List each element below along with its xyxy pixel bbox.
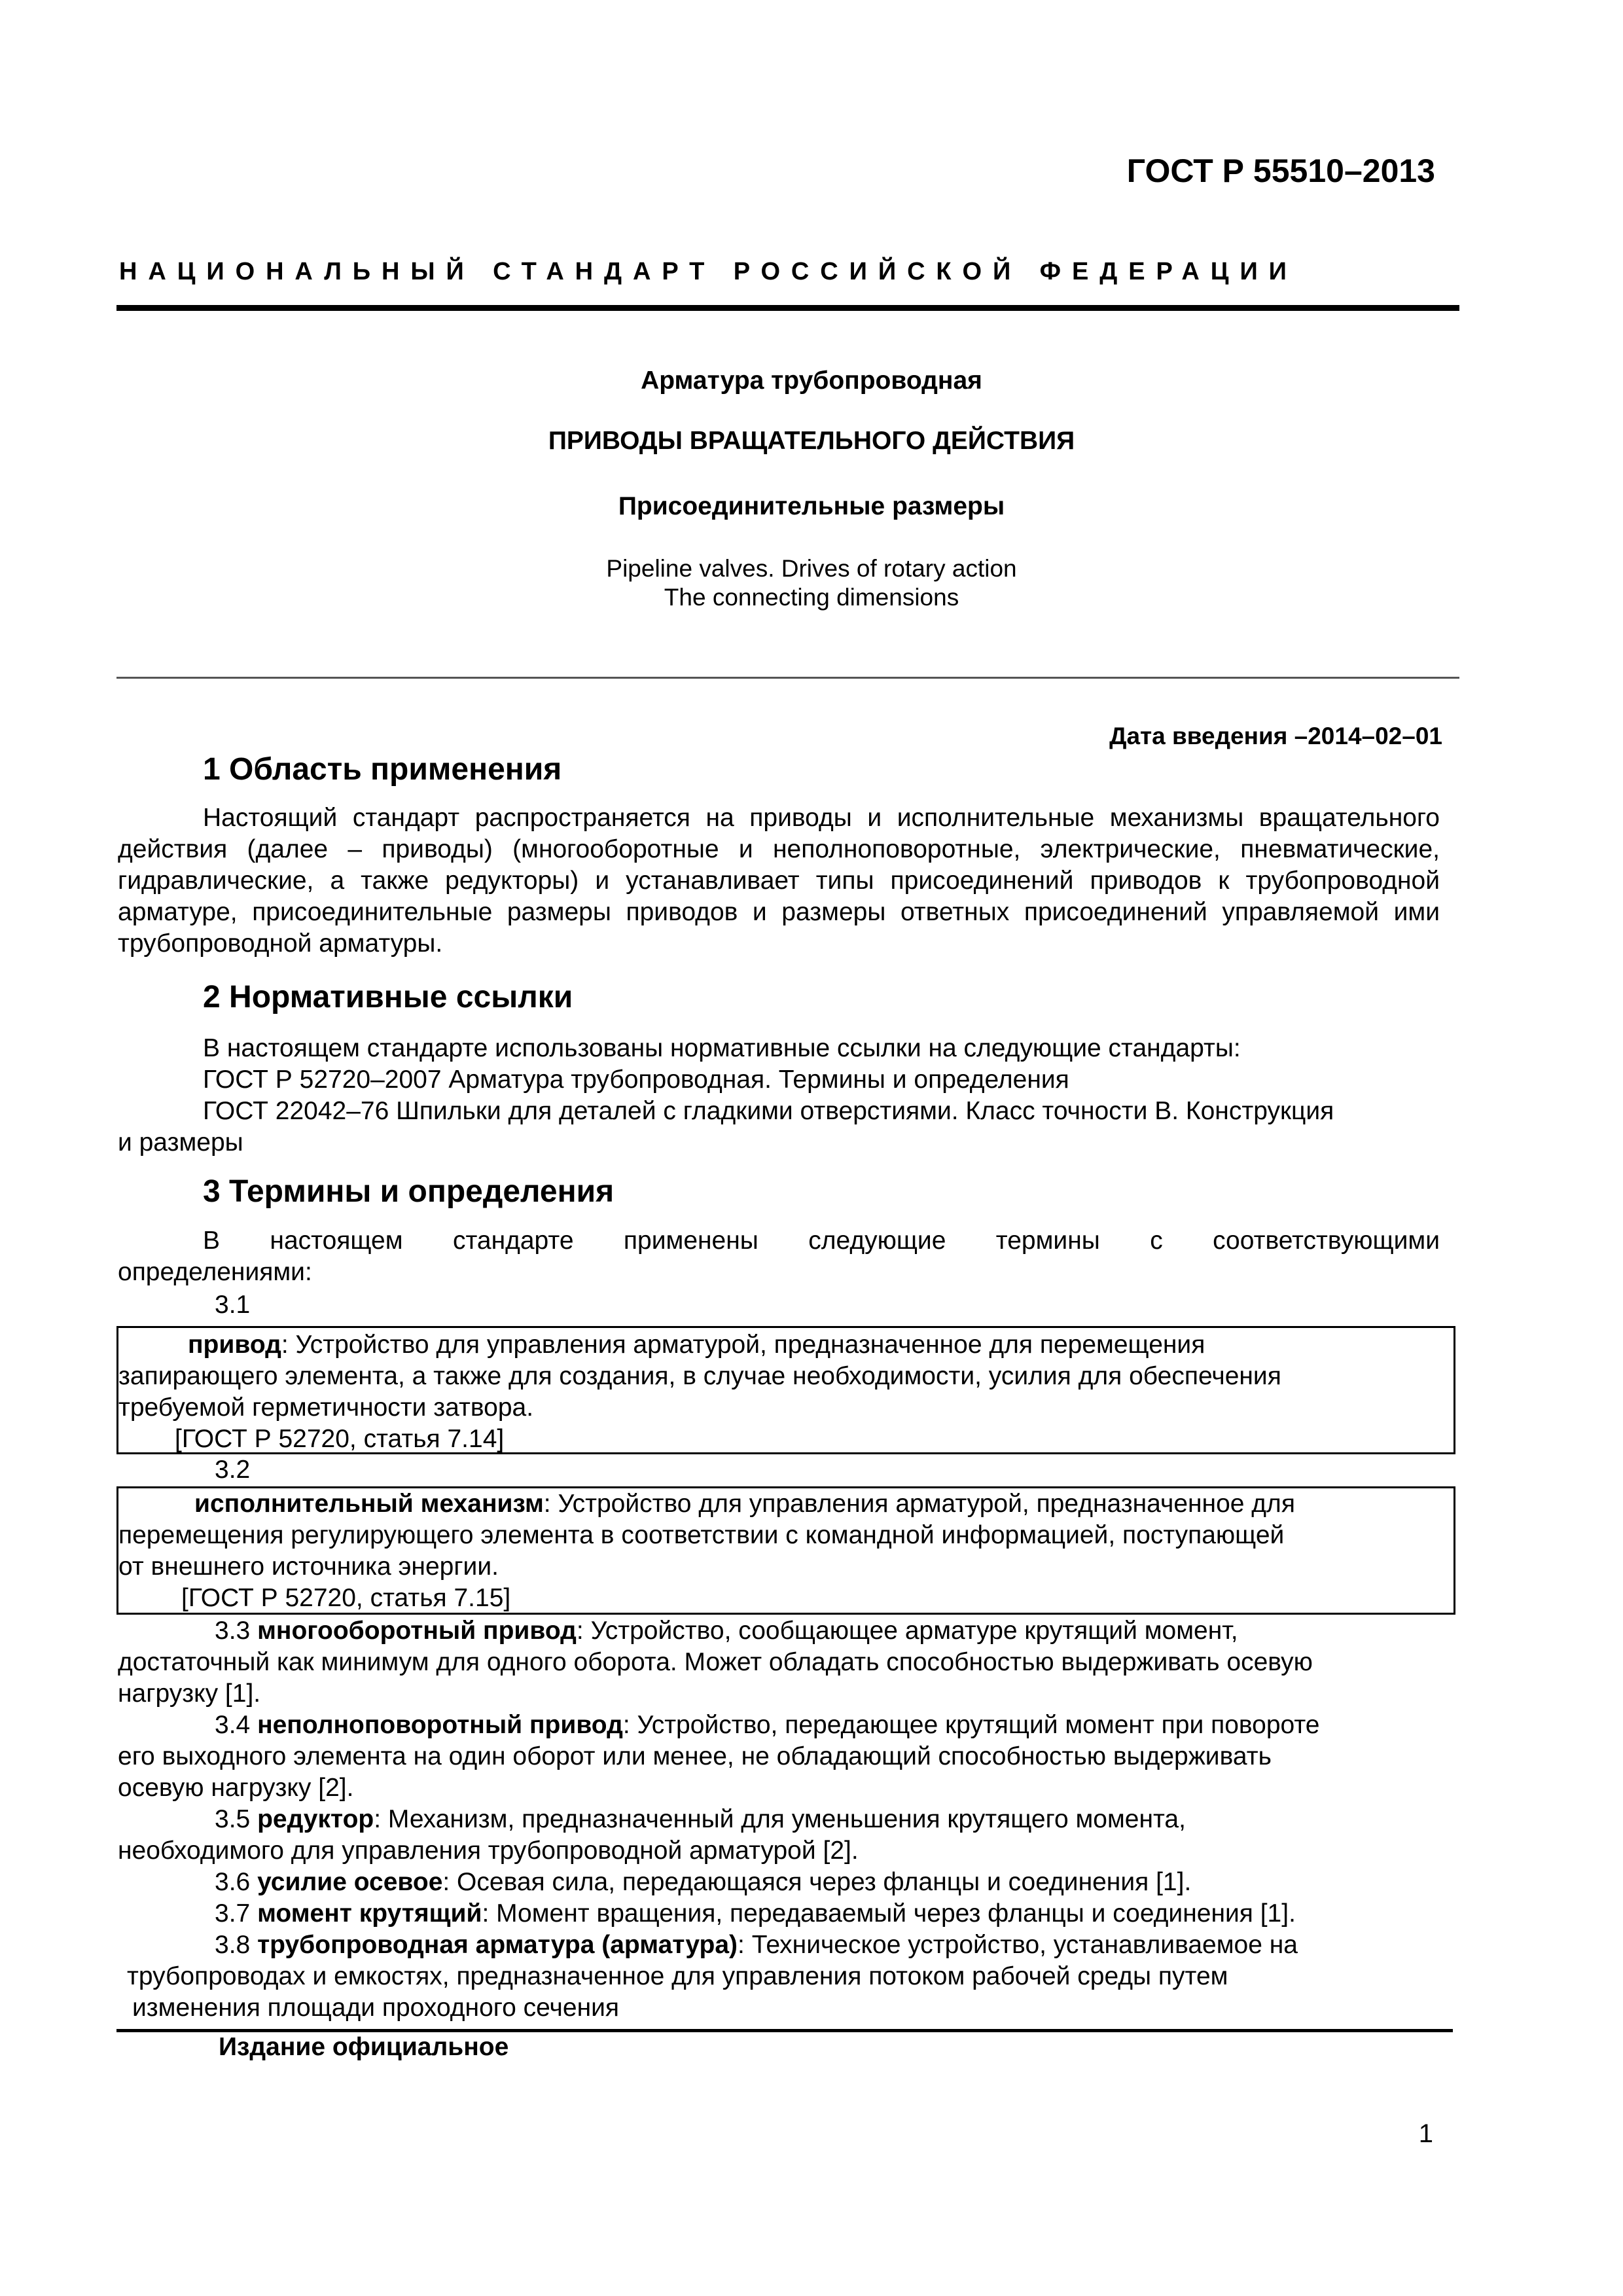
term-3-8-line-3: изменения площади проходного сечения: [132, 1994, 620, 2022]
term-3-5-line-2: необходимого для управления трубопроводной арматурой [2].: [118, 1837, 859, 1865]
title-line-2: ПРИВОДЫ ВРАЩАТЕЛЬНОГО ДЕЙСТВИЯ: [548, 427, 1075, 455]
term-3-6-number: 3.6: [215, 1868, 251, 1896]
term-3-8-term: трубопроводная арматура (арматура): [257, 1931, 738, 1959]
term-3-1-line-1: [118, 1329, 1440, 1361]
page-number: 1: [1418, 2119, 1433, 2148]
title-line-1: Арматура трубопроводная: [641, 367, 982, 395]
reference-1: ГОСТ Р 52720–2007 Арматура трубопроводная. Термины и определения: [203, 1066, 1069, 1094]
term-3-6-def-1: : Осевая сила, передающаяся через фланцы и соединения [1].: [442, 1868, 1192, 1896]
term-3-7-term: момент крутящий: [257, 1899, 482, 1928]
edition-note: Издание официальное: [219, 2033, 509, 2061]
english-title-1: Pipeline valves. Drives of rotary action: [606, 555, 1017, 582]
header-divider: [116, 305, 1459, 311]
term-3-7-def-1: : Момент вращения, передаваемый через фланцы и соединения [1].: [482, 1899, 1296, 1928]
term-3-2-line-3: от внешнего источника энергии.: [118, 1552, 499, 1581]
section-1-heading: 1 Область применения: [203, 752, 562, 787]
national-standard-banner: НАЦИОНАЛЬНЫЙ СТАНДАРТ РОССИЙСКОЙ ФЕДЕРАЦИИ: [119, 258, 1298, 285]
term-3-1-source: [ГОСТ Р 52720, статья 7.14]: [175, 1425, 505, 1453]
section-3-intro: В настоящем стандарте применены следующие термины с соответствующими: [203, 1227, 1440, 1255]
term-3-1-def-1: : Устройство для управления арматурой, предназначенное для перемещения: [281, 1331, 1205, 1359]
term-3-8-number: 3.8: [215, 1931, 251, 1959]
term-3-1-term: привод: [188, 1331, 281, 1359]
term-3-5-term: редуктор: [257, 1805, 374, 1833]
term-3-2-def-1: : Устройство для управления арматурой, предназначенное для: [543, 1490, 1295, 1518]
term-3-2-line-1: [118, 1488, 1516, 1520]
section-3-intro-continued: определениями:: [118, 1258, 312, 1286]
section-2-intro: В настоящем стандарте использованы нормативные ссылки на следующие стандарты:: [203, 1034, 1241, 1062]
term-3-3-line-2: достаточный как минимум для одного оборота. Может обладать способностью выдерживать осевую: [118, 1648, 1313, 1676]
footer-divider: [116, 2029, 1453, 2032]
term-3-4-number: 3.4: [215, 1711, 251, 1739]
term-3-5-def-1: : Механизм, предназначенный для уменьшения крутящего момента,: [374, 1805, 1186, 1833]
term-3-2-term: исполнительный механизм: [194, 1490, 544, 1518]
title-line-3: Присоединительные размеры: [618, 492, 1005, 520]
term-3-4-line-2: его выходного элемента на один оборот или менее, не обладающий способностью выдерживать: [118, 1742, 1272, 1770]
title-divider: [116, 677, 1459, 679]
term-3-3-term: многооборотный привод: [257, 1617, 577, 1645]
term-3-2-number: 3.2: [215, 1456, 251, 1484]
term-3-4-def-1: : Устройство, передающее крутящий момент при повороте: [622, 1711, 1320, 1739]
term-3-7-number: 3.7: [215, 1899, 251, 1928]
introduction-date: Дата введения –2014–02–01: [1109, 723, 1442, 749]
term-3-5-number: 3.5: [215, 1805, 251, 1833]
term-3-1-box: [116, 1326, 1455, 1454]
term-3-5-line-1: [118, 1804, 1537, 1835]
term-3-1-number: 3.1: [215, 1291, 251, 1319]
english-title-2: The connecting dimensions: [664, 584, 959, 611]
term-3-7-line-1: [118, 1898, 1537, 1929]
term-3-6-line-1: [118, 1867, 1537, 1898]
term-3-4-line-3: осевую нагрузку [2].: [118, 1774, 354, 1802]
term-3-3-def-1: : Устройство, сообщающее арматуре крутящий момент,: [576, 1617, 1238, 1645]
term-3-8-line-2: трубопроводах и емкостях, предназначенное для управления потоком рабочей среды путем: [127, 1962, 1228, 1990]
term-3-4-term: неполноповоротный привод: [257, 1711, 623, 1739]
term-3-3-number: 3.3: [215, 1617, 251, 1645]
term-3-3-line-3: нагрузку [1].: [118, 1679, 261, 1708]
term-3-6-term: усилие осевое: [257, 1868, 443, 1896]
term-3-1-line-3: требуемой герметичности затвора.: [118, 1393, 534, 1422]
section-1-text: Настоящий стандарт распространяется на приводы и исполнительные механизмы вращательного действия (далее – приводы) (многооборотные и неполноповоротные, электрические, пневматические, гидравлические, а также редукторы) и устанавливает типы присоединений приводов к трубопроводной арматуре, присоединительные размеры приводов и размеры ответных присоединений управляемой ими трубопроводной арматуры.: [118, 804, 1440, 958]
reference-2-continued: и размеры: [118, 1128, 243, 1157]
term-3-2-source: [ГОСТ Р 52720, статья 7.15]: [181, 1584, 511, 1612]
document-code: ГОСТ Р 55510–2013: [1126, 152, 1435, 189]
term-3-2-box: [116, 1486, 1455, 1615]
section-2-heading: 2 Нормативные ссылки: [203, 980, 573, 1014]
section-3-heading: 3 Термины и определения: [203, 1174, 615, 1209]
reference-2: ГОСТ 22042–76 Шпильки для деталей с гладкими отверстиями. Класс точности В. Конструкция: [203, 1097, 1334, 1125]
term-3-3-line-1: [118, 1615, 1537, 1647]
term-3-1-line-2: запирающего элемента, а также для создания, в случае необходимости, усилия для обеспечения: [118, 1362, 1281, 1390]
term-3-8-line-1: [118, 1929, 1537, 1961]
term-3-2-line-2: перемещения регулирующего элемента в соответствии с командной информацией, поступающей: [118, 1521, 1285, 1549]
term-3-4-line-1: [118, 1710, 1537, 1741]
term-3-8-def-1: : Техническое устройство, устанавливаемое на: [738, 1931, 1298, 1959]
